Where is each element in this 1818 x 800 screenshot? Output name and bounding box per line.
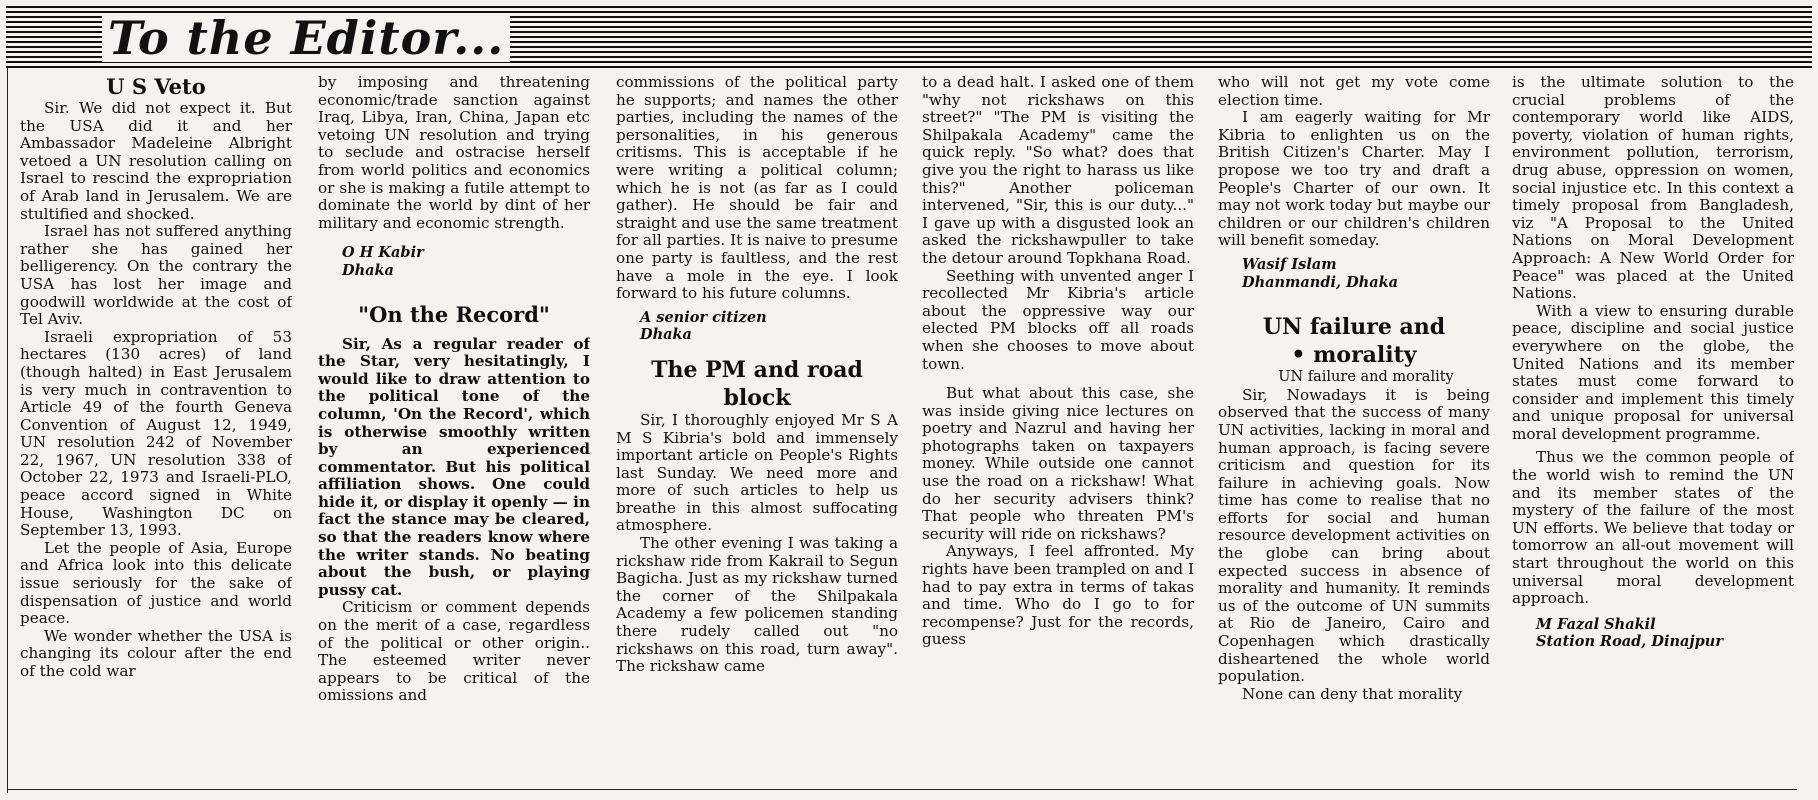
letter-headline-line2: • morality	[1291, 342, 1417, 369]
letter-headline: UN failure and	[1262, 314, 1446, 341]
signature-place: Station Road, Dinajpur	[1536, 633, 1723, 651]
column-4	[922, 74, 1194, 784]
signature-place: Dhanmandi, Dhaka	[1242, 273, 1399, 291]
paragraph: Sir, As a regular reader of the Star, very hesitatingly, I would like to draw attention to the political tone of the column, 'On the Record', which is otherwise smoothly written by an experienced commentator. But his political affiliation shows. One could hide it, or display it openly — in fact the stance may be cleared, so that the readers know where the writer stands. No beating about the bush, or playing pussy cat.	[318, 334, 590, 599]
bottom-rule	[7, 789, 1797, 790]
paragraph: Thus we the common people of the world wish to remind the UN and its member states of the mystery of the failure of the most UN efforts. We believe that today or tomorrow an all-out movement will start throughout the world on this universal moral development approach.	[1512, 448, 1794, 608]
paragraph: Seething with unvented anger I recollected Mr Kibria's article about the oppressive way our elected PM blocks off all roads when she chooses to move about town.	[922, 266, 1194, 373]
paragraph: Anyways, I feel affronted. My rights have been trampled on and I had to pay extra in terms of takas and time. Who do I go to for recompense? Just for the records, guess	[922, 542, 1194, 649]
banner-title: To the Editor...	[102, 14, 510, 62]
left-rule	[7, 68, 8, 793]
paragraph: Sir. We did not expect it. But the USA did it and her Ambassador Madeleine Albright vetoed a UN resolution calling on Israel to rescind the expropriation of Arab land in Jerusalem. We are stultified and shocked.	[20, 99, 292, 223]
paragraph: But what about this case, she was inside giving nice lectures on poetry and Nazrul and having her photographs taken on taxpayers money. While outside one cannot use the road on a rickshaw! What do her security advisers think? That people who threaten PM's security will ride on rickshaws?	[922, 384, 1194, 543]
signature-name: A senior citizen	[640, 308, 767, 326]
paragraph: The other evening I was taking a rickshaw ride from Kakrail to Segun Bagicha. Just as my rickshaw turned the corner of the Shilpakala Academy a few policemen standing there rudely called out "no rickshaws on this road, turn away". The rickshaw came	[616, 534, 898, 676]
paragraph: to a dead halt. I asked one of them "why not rickshaws on this street?" "The PM is visiting the Shilpakala Academy" came the quick reply. "So what? does that give you the right to harass us like this?" Another policeman intervened, "Sir, this is our duty..." I gave up with a disgusted look an asked the rickshawpuller to take the detour around Topkhana Road.	[922, 74, 1194, 267]
paragraph: Sir, I thoroughly enjoyed Mr S A M S Kibria's bold and immensely important article on People's Rights last Sunday. We need more and more of such articles to help us breathe in this almost suffocating atmosphere.	[616, 410, 898, 535]
column-6	[1512, 74, 1794, 784]
paragraph: Sir, Nowadays it is being observed that the success of many UN activities, lacking in moral and human approach, is facing severe criticism and question for its failure in achieving goals. Now time has come to realise that no efforts for social and human resource development activities on the globe can bring about expected success in absence of morality and humanity. It reminds us of the outcome of UN summits at Rio de Janeiro, Cairo and Copenhagen which drastically disheartened the whole world population.	[1218, 385, 1490, 686]
signature-name: Wasif Islam	[1242, 255, 1337, 273]
paragraph: Let the people of Asia, Europe and Africa look into this delicate issue seriously for the sake of dispensation of justice and world peace.	[20, 538, 292, 628]
paragraph: Israel has not suffered anything rather she has gained her belligerency. On the contrary the USA has lost her image and goodwill worldwide at the cost of Tel Aviv.	[20, 222, 292, 329]
section-banner	[6, 6, 1812, 68]
paragraph: by imposing and threatening economic/trade sanction against Iraq, Libya, Iran, China, Japan etc vetoing UN resolution and trying to seclude and ostracise herself from world politics and economics or she is making a futile attempt to dominate the world by dint of her military and economic strength.	[318, 74, 590, 232]
paragraph: I am eagerly waiting for Mr Kibria to enlighten us on the British Citizen's Charter. May I propose we too try and draft a People's Charter of our own. It may not work today but maybe our children or our children's children will benefit someday.	[1218, 108, 1490, 250]
letter-headline: U S Veto	[106, 74, 206, 99]
paragraph: is the ultimate solution to the crucial problems of the contemporary world like AIDS, poverty, violation of human rights, environment pollution, terrorism, drug abuse, oppression on women, social injustice etc. In this context a timely proposal from Bangladesh, viz "A Proposal to the United Nations on Moral Development Approach: A New World Order for Peace" was placed at the United Nations.	[1512, 74, 1794, 303]
column-3	[616, 74, 898, 784]
signature-place: Dhaka	[342, 261, 394, 279]
letter-headline: The PM and road block	[651, 356, 863, 411]
signature-place: Dhaka	[640, 326, 692, 344]
paragraph: who will not get my vote come election time.	[1218, 74, 1490, 109]
signature-name: M Fazal Shakil	[1536, 615, 1656, 633]
paragraph: We wonder whether the USA is changing its colour after the end of the cold war	[20, 626, 292, 680]
signature-name: O H Kabir	[342, 244, 424, 262]
paragraph: Israeli expropriation of 53 hectares (130 acres) of land (though halted) in East Jerusalem is very much in contravention to Article 49 of the fourth Geneva Convention of August 12, 1949, UN resolution 242 of November 22, 1967, UN resolution 338 of October 22, 1973 and Israeli-PLO, peace accord signed in White House, Washington DC on September 13, 1993.	[20, 327, 292, 540]
paragraph: With a view to ensuring durable peace, discipline and social justice everywhere on the globe, the United Nations and its member states must come forward to consider and implement this timely and unique proposal for universal moral development programme.	[1512, 301, 1794, 443]
paragraph: commissions of the political party he supports; and names the other parties, including the names of the personalities, in his generous critisms. This is acceptable if he were writing a political column; which he is not (as far as I could gather). He should be fair and straight and use the same treatment for all parties. It is naive to presume one party is faultless, and the rest have a mole in the eye. I look forward to his future columns.	[616, 74, 898, 303]
paragraph: None can deny that morality	[1242, 684, 1463, 703]
letter-headline: "On the Record"	[358, 301, 550, 327]
paragraph: Criticism or comment depends on the merit of a case, regardless of the political or other origin.. The esteemed writer never appears to be critical of the omissions and	[318, 598, 590, 705]
subheadline: UN failure and morality	[1278, 369, 1454, 386]
column-1	[20, 74, 292, 784]
column-5	[1218, 74, 1490, 784]
column-2	[318, 74, 590, 784]
